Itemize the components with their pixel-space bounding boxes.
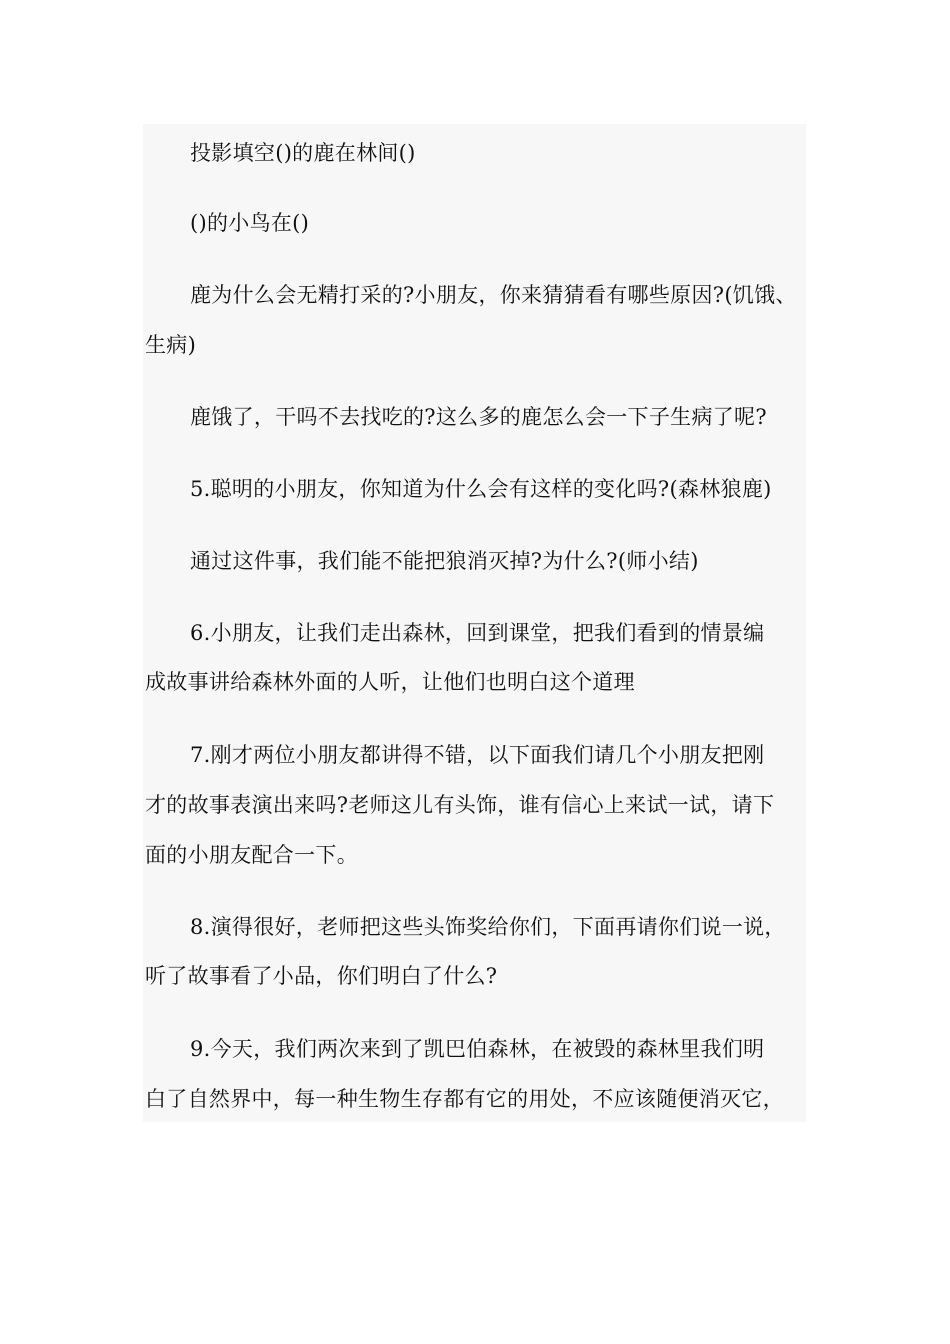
text-line-7: 通过这件事，我们能不能把狼消灭掉?为什么?(师小结)	[190, 549, 699, 573]
text-line-11: 才的故事表演出来吗?老师这儿有头饰，谁有信心上来试一试，请下	[145, 793, 775, 817]
text-line-8: 6.小朋友，让我们走出森林，回到课堂，把我们看到的情景编	[190, 621, 765, 645]
text-line-16: 白了自然界中，每一种生物生存都有它的用处，不应该随便消灭它，	[145, 1087, 784, 1111]
text-line-3: 鹿为什么会无精打采的?小朋友，你来猜猜看有哪些原因?(饥饿、	[190, 283, 797, 307]
text-line-6: 5.聪明的小朋友，你知道为什么会有这样的变化吗?(森林狼鹿)	[190, 477, 772, 501]
text-line-1: 投影填空()的鹿在林间()	[190, 141, 416, 165]
text-line-12: 面的小朋友配合一下。	[145, 843, 358, 867]
text-line-9: 成故事讲给森林外面的人听，让他们也明白这个道理	[145, 670, 635, 694]
text-line-5: 鹿饿了，干吗不去找吃的?这么多的鹿怎么会一下子生病了呢?	[190, 405, 767, 429]
text-line-15: 9.今天，我们两次来到了凯巴伯森林，在被毁的森林里我们明	[190, 1037, 765, 1061]
text-line-10: 7.刚才两位小朋友都讲得不错，以下面我们请几个小朋友把刚	[190, 743, 765, 767]
text-line-13: 8.演得很好，老师把这些头饰奖给你们，下面再请你们说一说，	[190, 915, 786, 939]
text-line-14: 听了故事看了小品，你们明白了什么?	[145, 964, 498, 988]
text-line-2: ()的小鸟在()	[190, 211, 310, 235]
text-line-4: 生病)	[145, 333, 197, 357]
